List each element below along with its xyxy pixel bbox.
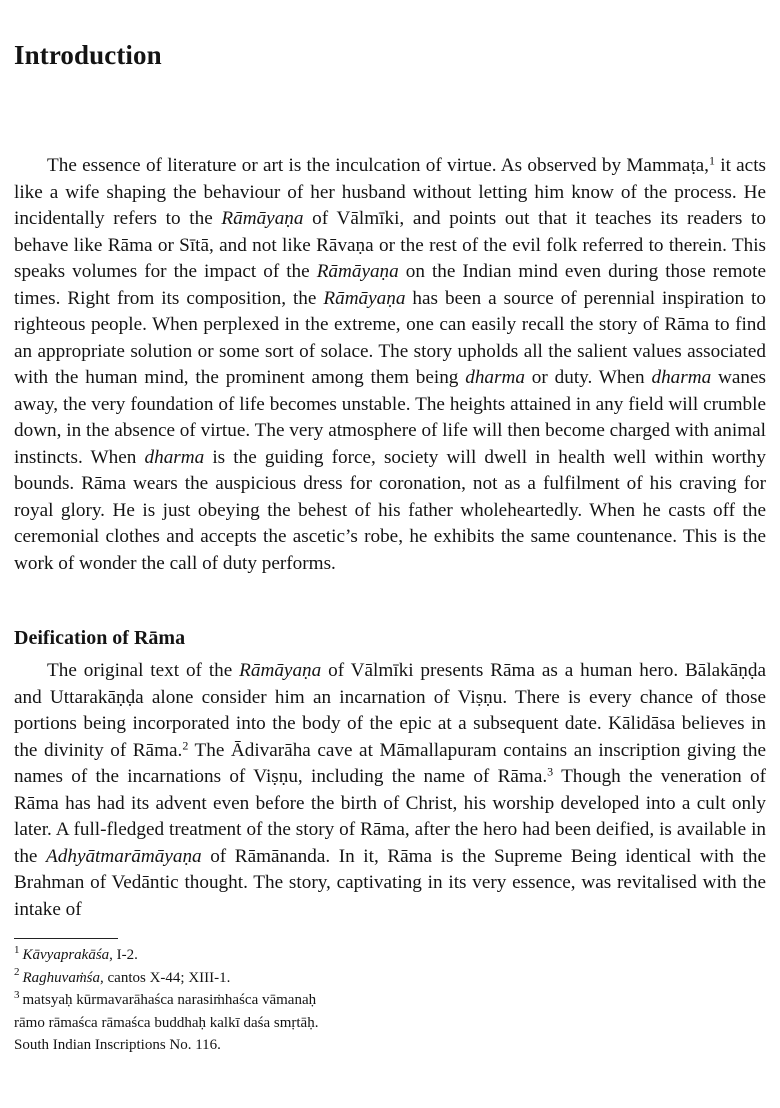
italic-ramayana: Rāmāyaṇa: [239, 660, 322, 681]
paragraph-text: The original text of the Rāmāyaṇa of Vālmīki presents Rāma as a human hero. Bālakāṇḍa and Uttarakāṇḍa alone consider him an incarnation of Viṣṇu. There is every chance of those portions being incorporated into the body of the epic at a subsequent date. Kālidāsa believes in the divinity of Rāma.$^2$ The Ādivarāha cave at Māmallapuram contains an inscription giving the names of the incarnations of Viṣṇu, including the name of Rāma.$^3$ Though the veneration of Rāma has had its advent even before the birth of Christ, his worship developed into a cult only later. A full-fledged treatment of the story of Rāma, after the hero had been deified, is available in the Adhyātmarāmāyaṇa of Rāmānanda. In it, Rāma is the Supreme Being identical with the Brahman of Vedāntic thought. The story, captivating in its very essence, was revitalised with the intake of: [14, 660, 767, 920]
italic-adhyatmaramayana: Adhyātmarāmāyaṇa: [46, 845, 202, 867]
footnote-3-line-2: rāmo rāmaśca rāmaśca buddhaḥ kalkī daśa smṛtāḥ.: [14, 1014, 319, 1031]
paragraph-text: The essence of literature or art is the inculcation of virtue. As observed by Mammaṭa,$^1$ it acts like a wife shaping the behaviour of her husband without letting him know of the process. He incidentally refers to the Rāmāyaṇa of Vālmīki, and points out that it teaches its readers to behave like Rāma or Sītā, and not like Rāvaṇa or the rest of the evil folk referred to therein. This speaks volumes for the impact of the Rāmāyaṇa on the Indian mind even during those remote times. Right from its composition, the Rāmāyaṇa has been a source of perennial inspiration to righteous people. When perplexed in the extreme, one can easily recall the story of Rāma to find an appropriate solution or some sort of solace. The story upholds all the salient values associated with the human mind, the prominent among them being dharma or duty. When dharma wanes away, the very foundation of life becomes unstable. The heights attained in any field will crumble down, in the absence of virtue. The very atmosphere of life will then become charged with animal instincts. When dharma is the guiding force, society will dwell in health well within worthy bounds. Rāma wears the auspicious dress for coronation, not as a fulfilment of his craving for royal glory. He is just obeying the behest of his father wholeheartedly. When he casts off the ceremonial clothes and accepts the ascetic’s robe, he exhibits the same countenance. This is the work of wonder the call of duty performs.: [14, 153, 766, 574]
italic-dharma: dharma: [465, 367, 525, 388]
italic-ramayana: Rāmāyaṇa: [221, 208, 304, 229]
paragraph-deification: [14, 658, 766, 923]
footnote-3: $^3$ matsyaḥ kūrmavarāhaśca narasiṁhaśca vāmanaḥ: [14, 988, 317, 1008]
italic-ramayana: Rāmāyaṇa: [316, 261, 399, 282]
footnote-divider: [14, 938, 118, 939]
footnote-3-line-3: South Indian Inscriptions No. 116.: [14, 1037, 221, 1053]
italic-ramayana: Rāmāyaṇa: [323, 287, 406, 309]
footnotes: [14, 944, 714, 1057]
footnote-2: $^2$ Raghuvaṁśa, cantos X-44; XIII-1.: [14, 966, 231, 986]
footnote-ref-1: 1: [708, 153, 715, 168]
footnote-ref-2: 2: [182, 737, 189, 752]
footnote-1: $^1$ Kāvyaprakāśa, I-2.: [14, 943, 138, 963]
italic-dharma: dharma: [651, 367, 712, 388]
section-heading: Deification of Rāma: [14, 627, 186, 649]
paragraph-intro: [14, 153, 766, 577]
italic-dharma: dharma: [144, 446, 205, 468]
footnote-ref-3: 3: [547, 764, 554, 779]
page-title: Introduction: [14, 40, 162, 70]
